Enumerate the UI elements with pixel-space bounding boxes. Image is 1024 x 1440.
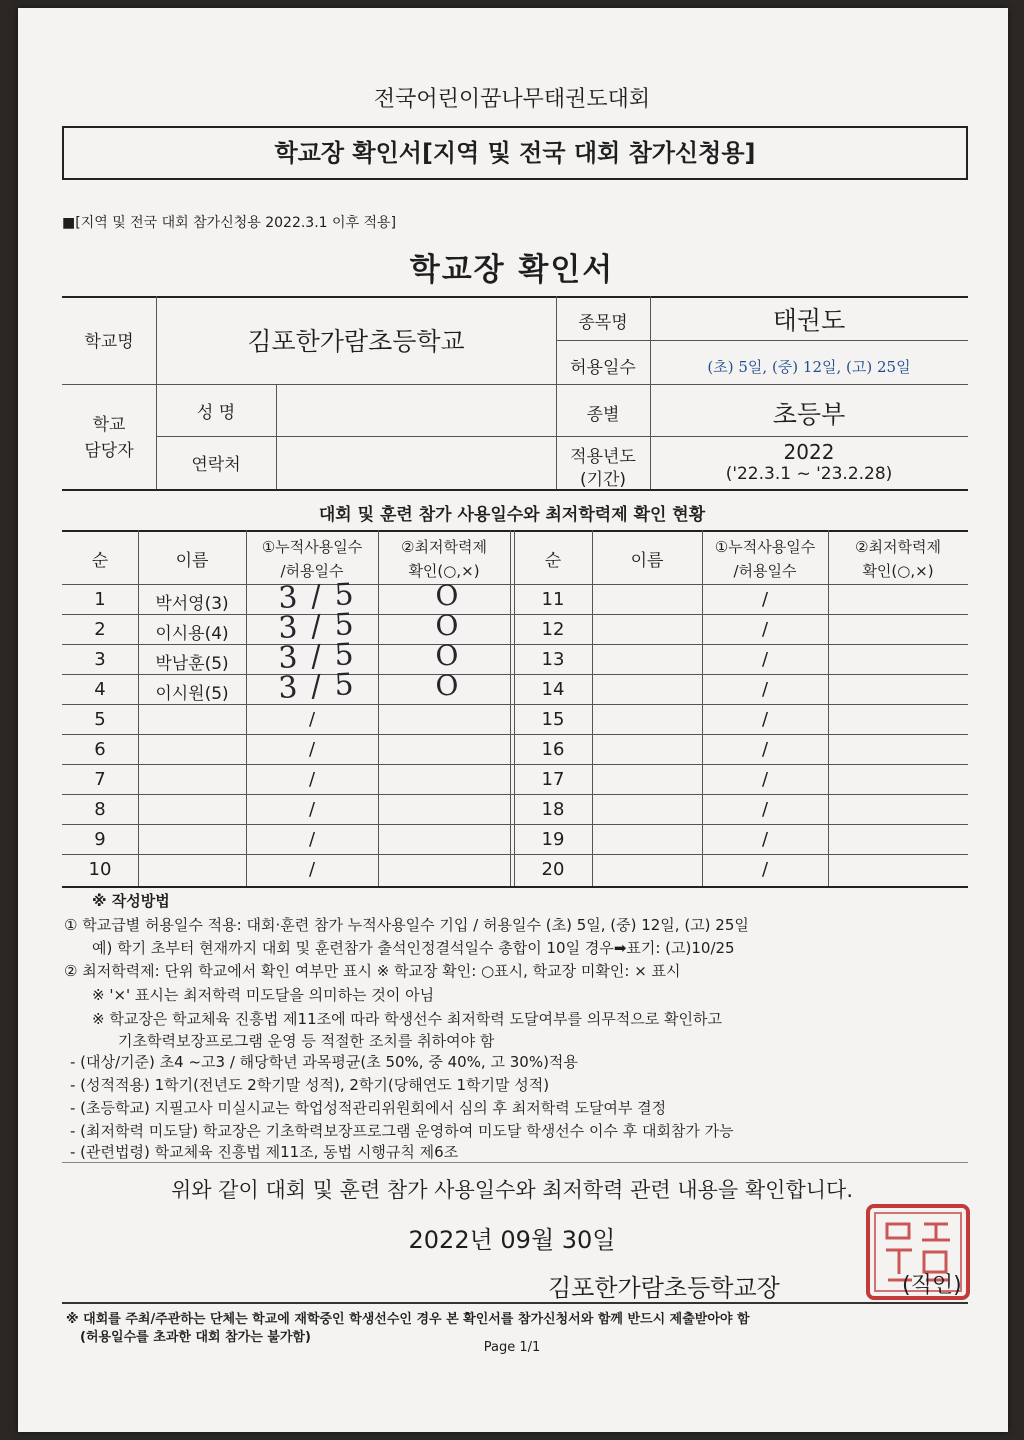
- note-2a: ※ '×' 표시는 최저학력 미도달을 의미하는 것이 아님: [92, 986, 435, 1004]
- header-days-2-right: /허용일수: [733, 562, 797, 580]
- row-number: 16: [541, 739, 565, 760]
- days-used: 3 / 5: [277, 637, 357, 677]
- days-used: /: [308, 709, 316, 730]
- header-days-2: /허용일수: [280, 562, 344, 580]
- division-value: 초등부: [772, 400, 846, 429]
- staff-label-2: 담당자: [84, 441, 134, 461]
- header-min-2-right: 확인(○,×): [862, 562, 934, 580]
- note-2: ② 최저학력제: 단위 학교에서 확인 여부만 표시 ※ 학교장 확인: ○표시, 학교장 미확인: × 표시: [64, 962, 681, 980]
- row-number: 7: [94, 769, 106, 790]
- days-used: /: [761, 859, 769, 880]
- name-label: 성 명: [196, 403, 236, 423]
- confirm-text: 위와 같이 대회 및 훈련 참가 사용일수와 최저학력 관련 내용을 확인합니다.: [170, 1178, 853, 1202]
- days-used: /: [761, 769, 769, 790]
- note-1b: 예) 학기 초부터 현재까지 대회 및 훈련참가 출석인정결석일수 총합이 10일 경우➡표기: (고)10/25: [92, 939, 735, 957]
- row-number: 8: [94, 799, 106, 820]
- year-label-2: (기간): [579, 470, 627, 490]
- header-name: 이름: [175, 551, 209, 571]
- header-min-1: ②최저학력제: [401, 538, 487, 556]
- row-number: 6: [94, 739, 106, 760]
- days-used: /: [761, 679, 769, 700]
- row-number: 20: [541, 859, 565, 880]
- days-used: 3 / 5: [277, 607, 357, 647]
- row-number: 13: [541, 649, 565, 670]
- apply-note: ■[지역 및 전국 대회 참가신청용 2022.3.1 이후 적용]: [62, 215, 397, 231]
- days-used: /: [308, 769, 316, 790]
- days-used: /: [761, 799, 769, 820]
- staff-label-1: 학교: [92, 415, 126, 435]
- days-used: /: [308, 859, 316, 880]
- days-used: /: [761, 709, 769, 730]
- row-number: 10: [88, 859, 112, 880]
- event-name: 전국어린이꿈나무태권도대회: [373, 87, 651, 112]
- row-number: 1: [94, 589, 106, 610]
- contact-label: 연락처: [191, 455, 241, 475]
- row-number: 5: [94, 709, 106, 730]
- min-academic-check: O: [434, 668, 460, 703]
- header-min-2: 확인(○,×): [408, 562, 480, 580]
- days-used: /: [308, 829, 316, 850]
- signer-name: 김포한가람초등학교장: [548, 1274, 780, 1302]
- header-days-1: ①누적사용일수: [261, 538, 363, 556]
- row-number: 9: [94, 829, 106, 850]
- row-number: 14: [541, 679, 565, 700]
- days-used: 3 / 5: [277, 667, 357, 707]
- detail-4: - (최저학력 미도달) 학교장은 기초학력보장프로그램 운영하여 미도달 학생선수 이수 후 대회참가 가능: [70, 1122, 734, 1140]
- athlete-name: 박서영(3): [155, 594, 229, 614]
- athlete-name: 박남훈(5): [155, 654, 229, 674]
- row-number: 19: [541, 829, 565, 850]
- detail-5: - (관련법령) 학교체육 진흥법 제11조, 동법 시행규칙 제6조: [70, 1143, 459, 1161]
- row-number: 17: [541, 769, 565, 790]
- days-used: /: [308, 739, 316, 760]
- allowed-value: (초) 5일, (중) 12일, (고) 25일: [707, 358, 911, 376]
- issue-date: 2022년 09월 30일: [408, 1226, 616, 1254]
- min-academic-check: O: [434, 608, 460, 643]
- header-min-1-right: ②최저학력제: [855, 538, 941, 556]
- athlete-name: 이시용(4): [155, 624, 229, 644]
- seal-label: (직인): [902, 1273, 962, 1298]
- detail-2: - (성적적용) 1학기(전년도 2학기말 성적), 2학기(당해연도 1학기말 성적): [70, 1076, 550, 1094]
- days-used: /: [761, 589, 769, 610]
- header-no: 순: [91, 551, 109, 571]
- year-value: 2022: [783, 440, 835, 464]
- days-used: /: [761, 829, 769, 850]
- days-used: 3 / 5: [277, 577, 357, 617]
- page-number: Page 1/1: [483, 1340, 541, 1355]
- form-title: 학교장 확인서[지역 및 전국 대회 참가신청용]: [62, 126, 968, 180]
- header-name-right: 이름: [630, 551, 664, 571]
- row-number: 15: [541, 709, 565, 730]
- section-title: 대회 및 훈련 참가 사용일수와 최저학력제 확인 현황: [318, 505, 706, 525]
- row-number: 2: [94, 619, 106, 640]
- detail-1: - (대상/기준) 초4 ~고3 / 해당학년 과목평균(초 50%, 중 40%, 고 30%)적용: [70, 1053, 578, 1071]
- days-used: /: [308, 799, 316, 820]
- row-number: 18: [541, 799, 565, 820]
- sport-label: 종목명: [578, 313, 628, 333]
- days-used: /: [761, 739, 769, 760]
- allowed-label: 허용일수: [570, 358, 636, 378]
- note-1: ① 학교급별 허용일수 적용: 대회·훈련 참가 누적사용일수 기입 / 허용일수 (초) 5일, (중) 12일, (고) 25일: [64, 916, 749, 934]
- header-no-right: 순: [544, 551, 562, 571]
- min-academic-check: O: [434, 638, 460, 673]
- division-label: 종별: [586, 405, 620, 425]
- days-used: /: [761, 649, 769, 670]
- school-label: 학교명: [84, 332, 134, 352]
- footer-note-1: ※ 대회를 주최/주관하는 단체는 학교에 재학중인 학생선수인 경우 본 확인서를 참가신청서와 함께 반드시 제출받아야 함: [66, 1312, 750, 1327]
- school-value: 김포한가람초등학교: [247, 327, 465, 356]
- main-heading: 학교장 확인서: [409, 252, 615, 288]
- athlete-name: 이시원(5): [155, 684, 229, 704]
- row-number: 4: [94, 679, 106, 700]
- row-number: 11: [541, 589, 565, 610]
- days-used: /: [761, 619, 769, 640]
- year-label-1: 적용년도: [570, 447, 636, 467]
- row-number: 3: [94, 649, 106, 670]
- min-academic-check: O: [434, 578, 460, 613]
- note-2b: ※ 학교장은 학교체육 진흥법 제11조에 따라 학생선수 최저학력 도달여부를 의무적으로 확인하고: [92, 1010, 722, 1028]
- notes-heading: ※ 작성방법: [92, 892, 170, 910]
- header-days-1-right: ①누적사용일수: [714, 538, 816, 556]
- detail-3: - (초등학교) 지필고사 미실시교는 학업성적관리위원회에서 심의 후 최저학력 도달여부 결정: [70, 1099, 667, 1117]
- sport-value: 태권도: [772, 306, 846, 335]
- period-value: ('22.3.1 ~ '23.2.28): [725, 464, 893, 484]
- note-2c: 기초학력보장프로그램 운영 등 적절한 조치를 취하여야 함: [118, 1032, 495, 1050]
- row-number: 12: [541, 619, 565, 640]
- footer-note-2: (허용일수를 초과한 대회 참가는 불가함): [80, 1330, 311, 1345]
